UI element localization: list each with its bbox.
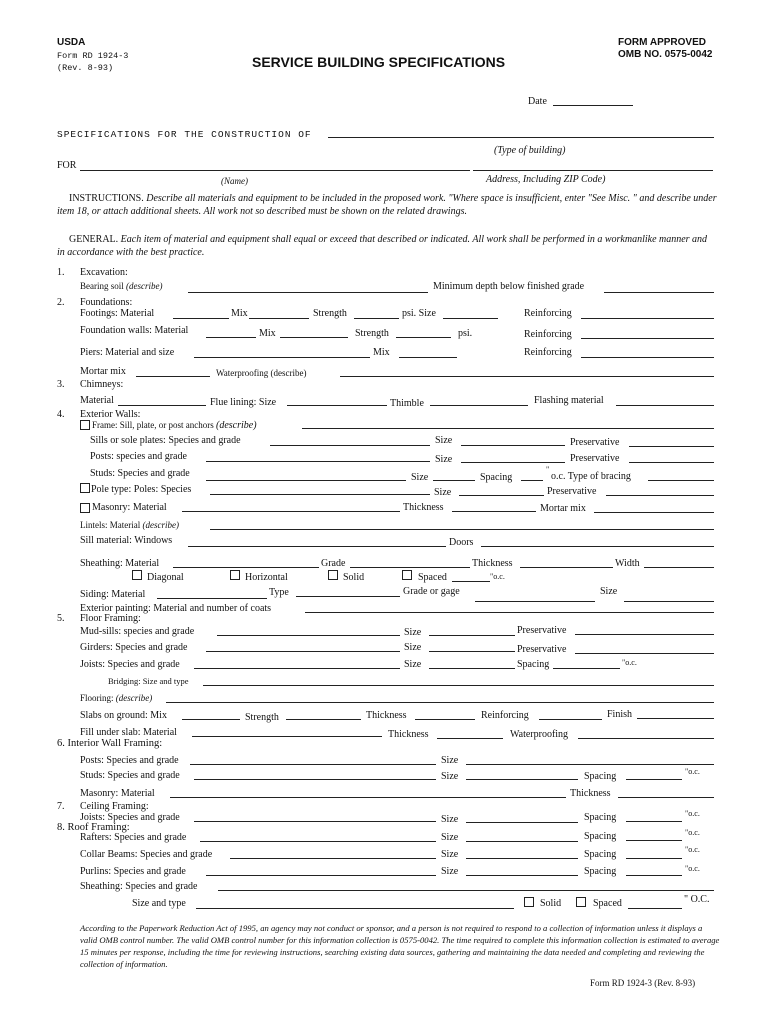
int-masonry-field[interactable] bbox=[170, 797, 566, 798]
rafters-spacing-label: Spacing bbox=[584, 831, 617, 842]
piers-material-field[interactable] bbox=[194, 357, 370, 358]
rafters-size-field[interactable] bbox=[466, 841, 578, 842]
siding-label: Siding: Material bbox=[80, 589, 146, 600]
mudsills-preservative-field[interactable] bbox=[575, 634, 714, 635]
mudsills-preservative-label: Preservative bbox=[517, 625, 567, 636]
slabs-finish-field[interactable] bbox=[637, 718, 714, 719]
siding-type-label: Type bbox=[269, 587, 289, 598]
sheathing-width-field[interactable] bbox=[644, 567, 714, 568]
fill-field[interactable] bbox=[192, 736, 382, 737]
flue-lining-label: Flue lining: Size bbox=[210, 397, 277, 408]
specs-for-label: SPECIFICATIONS FOR THE CONSTRUCTION OF bbox=[57, 129, 312, 140]
slabs-thickness-field[interactable] bbox=[415, 719, 475, 720]
sheathing-thickness-field[interactable] bbox=[520, 567, 613, 568]
int-posts-label: Posts: Species and grade bbox=[80, 755, 179, 766]
spaced-checkbox[interactable] bbox=[402, 570, 412, 580]
collar-size-field[interactable] bbox=[466, 858, 578, 859]
int-masonry-label: Masonry: Material bbox=[80, 788, 155, 799]
roof-spaced-checkbox[interactable] bbox=[576, 897, 586, 907]
section-5-number: 5. bbox=[57, 613, 65, 624]
purlins-field[interactable] bbox=[206, 875, 436, 876]
frame-anchors-field[interactable] bbox=[302, 428, 714, 429]
walls-reinforcing-field[interactable] bbox=[581, 338, 714, 339]
flooring-field[interactable] bbox=[166, 702, 714, 703]
studs-spacing-label: Spacing bbox=[480, 472, 513, 483]
roof-spaced-field[interactable] bbox=[628, 908, 682, 909]
waterproofing-field[interactable] bbox=[340, 376, 714, 377]
footings-mix-field[interactable] bbox=[249, 318, 309, 319]
int-masonry-thickness-field[interactable] bbox=[618, 797, 714, 798]
roof-solid-label: Solid bbox=[540, 898, 562, 909]
spaced-field[interactable] bbox=[452, 581, 490, 582]
ext-painting-field[interactable] bbox=[305, 612, 714, 613]
piers-reinforcing-field[interactable] bbox=[581, 357, 714, 358]
sheathing-width-label: Width bbox=[615, 558, 640, 569]
diagonal-label: Diagonal bbox=[147, 572, 184, 583]
ceiling-joists-field[interactable] bbox=[194, 821, 436, 822]
ceiling-joists-spacing-label: Spacing bbox=[584, 812, 617, 823]
horizontal-label: Horizontal bbox=[245, 572, 288, 583]
exterior-walls-heading: Exterior Walls: bbox=[80, 409, 141, 420]
studs-bracing-label: o.c. Type of bracing bbox=[551, 471, 631, 482]
ceiling-joists-size-label: Size bbox=[441, 814, 459, 825]
doors-label: Doors bbox=[449, 537, 474, 548]
flashing-field[interactable] bbox=[616, 405, 714, 406]
fill-label: Fill under slab: Material bbox=[80, 727, 177, 738]
footings-psi-size-label: psi. Size bbox=[402, 308, 436, 319]
siding-size-label: Size bbox=[600, 586, 618, 597]
sills-species-field[interactable] bbox=[270, 445, 430, 446]
roof-sheathing-label: Sheathing: Species and grade bbox=[80, 881, 198, 892]
studs-species-field[interactable] bbox=[206, 480, 406, 481]
footings-material-field[interactable] bbox=[173, 318, 229, 319]
solid-checkbox[interactable] bbox=[328, 570, 338, 580]
form-reference: Form RD 1924-3 (Rev. 8-93) bbox=[590, 978, 696, 988]
fill-thickness-label: Thickness bbox=[388, 729, 429, 740]
sill-material-label: Sill material: Windows bbox=[80, 535, 173, 546]
fill-thickness-field[interactable] bbox=[437, 738, 503, 739]
girders-preservative-field[interactable] bbox=[575, 653, 714, 654]
section-3-number: 3. bbox=[57, 379, 65, 390]
posts-size-field[interactable] bbox=[461, 462, 565, 463]
pole-species-field[interactable] bbox=[210, 494, 430, 495]
int-posts-size-label: Size bbox=[441, 755, 459, 766]
purlins-spacing-label: Spacing bbox=[584, 866, 617, 877]
pole-preservative-label: Preservative bbox=[547, 486, 597, 497]
sills-size-field[interactable] bbox=[461, 445, 565, 446]
sills-preservative-field[interactable] bbox=[629, 446, 714, 447]
girders-label: Girders: Species and grade bbox=[80, 642, 188, 653]
pole-preservative-field[interactable] bbox=[606, 495, 714, 496]
int-posts-field[interactable] bbox=[190, 764, 436, 765]
int-studs-size-field[interactable] bbox=[466, 779, 578, 780]
collar-size-label: Size bbox=[441, 849, 459, 860]
roof-sheathing-field[interactable] bbox=[218, 890, 714, 891]
footings-label: Footings: Material bbox=[80, 308, 155, 319]
studs-bracing-field[interactable] bbox=[648, 480, 714, 481]
footings-strength-label: Strength bbox=[313, 308, 347, 319]
size-type-field[interactable] bbox=[196, 908, 514, 909]
sheathing-thickness-label: Thickness bbox=[472, 558, 513, 569]
int-masonry-thickness-label: Thickness bbox=[570, 788, 611, 799]
walls-strength-field[interactable] bbox=[396, 337, 451, 338]
walls-psi-label: psi. bbox=[458, 328, 473, 339]
horizontal-checkbox[interactable] bbox=[230, 570, 240, 580]
ceiling-framing-heading: Ceiling Framing: bbox=[80, 801, 149, 812]
piers-label: Piers: Material and size bbox=[80, 347, 175, 358]
mudsills-field[interactable] bbox=[217, 635, 400, 636]
studs-size-field[interactable] bbox=[433, 480, 475, 481]
posts-preservative-field[interactable] bbox=[629, 462, 714, 463]
section-2-number: 2. bbox=[57, 297, 65, 308]
slabs-label: Slabs on ground: Mix bbox=[80, 710, 167, 721]
collar-oc-label: "o.c. bbox=[685, 845, 700, 854]
pole-type-checkbox[interactable] bbox=[80, 483, 90, 493]
purlins-oc-label: "o.c. bbox=[685, 864, 700, 873]
purlins-label: Purlins: Species and grade bbox=[80, 866, 186, 877]
ext-painting-label: Exterior painting: Material and number of coats bbox=[80, 603, 272, 614]
siding-type-field[interactable] bbox=[296, 596, 400, 597]
form-number: Form RD 1924-3 bbox=[57, 51, 129, 61]
slabs-reinforcing-field[interactable] bbox=[539, 719, 602, 720]
int-posts-size-field[interactable] bbox=[466, 764, 714, 765]
siding-grade-label: Grade or gage bbox=[403, 586, 460, 597]
lintels-field[interactable] bbox=[210, 529, 714, 530]
lintels-label: Lintels: Material (describe) bbox=[80, 520, 179, 530]
chimneys-heading: Chimneys: bbox=[80, 379, 124, 390]
flashing-label: Flashing material bbox=[534, 395, 604, 406]
frame-anchors-label: Frame: Sill, plate, or post anchors (describe) bbox=[92, 420, 257, 431]
posts-size-label: Size bbox=[435, 454, 453, 465]
int-studs-field[interactable] bbox=[194, 779, 436, 780]
purlins-size-label: Size bbox=[441, 866, 459, 877]
sheathing-material-field[interactable] bbox=[173, 567, 319, 568]
address-caption: Address, Including ZIP Code) bbox=[486, 174, 606, 185]
date-field[interactable] bbox=[553, 105, 633, 106]
sills-label: Sills or sole plates: Species and grade bbox=[90, 435, 241, 446]
thimble-label: Thimble bbox=[390, 398, 424, 409]
mudsills-size-field[interactable] bbox=[429, 635, 515, 636]
footings-reinforcing-label: Reinforcing bbox=[524, 308, 572, 319]
posts-preservative-label: Preservative bbox=[570, 453, 620, 464]
walls-reinforcing-label: Reinforcing bbox=[524, 329, 572, 340]
rafters-spacing-field[interactable] bbox=[626, 840, 682, 841]
slabs-strength-label: Strength bbox=[245, 712, 279, 723]
joists-label: Joists: Species and grade bbox=[80, 659, 180, 670]
name-caption: (Name) bbox=[221, 176, 248, 186]
chimney-material-field[interactable] bbox=[118, 405, 206, 406]
joists-size-label: Size bbox=[404, 659, 422, 670]
footings-size-field[interactable] bbox=[443, 318, 498, 319]
form-approved-label: FORM APPROVED bbox=[618, 37, 706, 48]
size-type-label: Size and type bbox=[132, 898, 186, 909]
solid-label: Solid bbox=[343, 572, 365, 583]
studs-inch-mark: " bbox=[546, 465, 550, 474]
slabs-reinforcing-label: Reinforcing bbox=[481, 710, 529, 721]
fill-waterproofing-field[interactable] bbox=[578, 738, 714, 739]
walls-material-field[interactable] bbox=[206, 337, 256, 338]
sheathing-grade-field[interactable] bbox=[350, 567, 470, 568]
studs-size-label: Size bbox=[411, 472, 429, 483]
agency-label: USDA bbox=[57, 37, 86, 48]
spaced-oc-label: "o.c. bbox=[490, 572, 505, 581]
chimney-material-label: Material bbox=[80, 395, 114, 406]
flue-lining-field[interactable] bbox=[287, 405, 387, 406]
roof-solid-checkbox[interactable] bbox=[524, 897, 534, 907]
int-studs-spacing-label: Spacing bbox=[584, 771, 617, 782]
purlins-spacing-field[interactable] bbox=[626, 875, 682, 876]
slabs-mix-field[interactable] bbox=[182, 719, 240, 720]
windows-field[interactable] bbox=[188, 546, 446, 547]
rafters-label: Rafters: Species and grade bbox=[80, 832, 187, 843]
ceiling-joists-spacing-field[interactable] bbox=[626, 821, 682, 822]
instructions-paragraph: INSTRUCTIONS. Describe all materials and equipment to be included in the proposed work. "Where space is insufficient, enter "See Misc. " and describe under item 18, or attach additional sheets. All work not so described must be shown on the related drawings. bbox=[57, 193, 717, 217]
joists-oc-label: "o.c. bbox=[622, 658, 637, 667]
address-field[interactable] bbox=[473, 170, 713, 171]
section-7-number: 7. bbox=[57, 801, 65, 812]
floor-framing-heading: Floor Framing: bbox=[80, 613, 141, 624]
interior-wall-heading: 6. Interior Wall Framing: bbox=[57, 738, 163, 749]
sheathing-label: Sheathing: Material bbox=[80, 558, 160, 569]
mudsills-label: Mud-sills: species and grade bbox=[80, 626, 195, 637]
page-title: SERVICE BUILDING SPECIFICATIONS bbox=[252, 54, 506, 70]
walls-mix-field[interactable] bbox=[280, 337, 348, 338]
siding-material-field[interactable] bbox=[157, 598, 267, 599]
mortar-mix-ext-label: Mortar mix bbox=[540, 503, 586, 514]
foundation-walls-label: Foundation walls: Material bbox=[80, 325, 189, 336]
joists-field[interactable] bbox=[194, 668, 400, 669]
rafters-size-label: Size bbox=[441, 832, 459, 843]
general-paragraph: GENERAL. Each item of material and equipment shall equal or exceed that described or indicated. All work shall be performed in a workmanlike manner and in accordance with the best practice. bbox=[57, 234, 708, 258]
date-label: Date bbox=[528, 96, 547, 107]
thimble-field[interactable] bbox=[430, 405, 528, 406]
section-4-number: 4. bbox=[57, 409, 65, 420]
girders-preservative-label: Preservative bbox=[517, 644, 567, 655]
posts-species-field[interactable] bbox=[206, 461, 430, 462]
piers-reinforcing-label: Reinforcing bbox=[524, 347, 572, 358]
masonry-label: Masonry: Material bbox=[92, 502, 167, 513]
footings-mix-label: Mix bbox=[231, 308, 248, 319]
footings-reinforcing-field[interactable] bbox=[581, 318, 714, 319]
masonry-material-field[interactable] bbox=[182, 511, 400, 512]
piers-mix-label: Mix bbox=[373, 347, 390, 358]
int-studs-label: Studs: Species and grade bbox=[80, 770, 180, 781]
posts-label: Posts: species and grade bbox=[90, 451, 187, 462]
mortar-mix-label: Mortar mix bbox=[80, 366, 126, 377]
studs-spacing-field[interactable] bbox=[521, 480, 543, 481]
masonry-thickness-field[interactable] bbox=[452, 511, 536, 512]
diagonal-checkbox[interactable] bbox=[132, 570, 142, 580]
bridging-field[interactable] bbox=[203, 685, 714, 686]
piers-mix-field[interactable] bbox=[399, 357, 457, 358]
bearing-soil-label: Bearing soil (describe) bbox=[80, 281, 163, 291]
siding-size-field[interactable] bbox=[624, 601, 714, 602]
collar-label: Collar Beams: Species and grade bbox=[80, 849, 213, 860]
building-type-caption: (Type of building) bbox=[494, 145, 566, 156]
joists-spacing-label: Spacing bbox=[517, 659, 550, 670]
ceiling-joists-size-field[interactable] bbox=[466, 822, 578, 823]
frame-checkbox[interactable] bbox=[80, 420, 90, 430]
masonry-thickness-label: Thickness bbox=[403, 502, 444, 513]
rafters-field[interactable] bbox=[200, 841, 436, 842]
mudsills-size-label: Size bbox=[404, 627, 422, 638]
sills-size-label: Size bbox=[435, 435, 453, 446]
siding-grade-field[interactable] bbox=[475, 601, 595, 602]
collar-spacing-label: Spacing bbox=[584, 849, 617, 860]
sheathing-grade-label: Grade bbox=[321, 558, 346, 569]
form-revision: (Rev. 8-93) bbox=[57, 63, 114, 73]
walls-strength-label: Strength bbox=[355, 328, 389, 339]
waterproofing-label: Waterproofing (describe) bbox=[216, 368, 307, 378]
sills-preservative-label: Preservative bbox=[570, 437, 620, 448]
int-studs-size-label: Size bbox=[441, 771, 459, 782]
roof-framing-heading: 8. Roof Framing: bbox=[57, 822, 130, 833]
spaced-label: Spaced bbox=[418, 572, 447, 583]
section-1-number: 1. bbox=[57, 267, 65, 278]
girders-size-label: Size bbox=[404, 642, 422, 653]
mortar-mix-field[interactable] bbox=[136, 376, 210, 377]
bridging-label: Bridging: Size and type bbox=[108, 676, 189, 686]
doors-field[interactable] bbox=[481, 546, 714, 547]
roof-spaced-label: Spaced bbox=[593, 898, 622, 909]
slabs-strength-field[interactable] bbox=[286, 719, 361, 720]
pole-size-label: Size bbox=[434, 487, 452, 498]
ceiling-joists-oc-label: "o.c. bbox=[685, 809, 700, 818]
for-label: FOR bbox=[57, 160, 77, 171]
flooring-label: Flooring: (describe) bbox=[80, 693, 153, 703]
collar-spacing-field[interactable] bbox=[626, 858, 682, 859]
paperwork-notice: According to the Paperwork Reduction Act of 1995, an agency may not conduct or sponsor, and a person is not required to respond to a collection of information unless it displays a valid OMB control number. The valid OMB control number for this information collection is 0575-0042. The time required to complete this information collection is estimated to average 15 minutes per response, including the time for reviewing instructions, searching existing data sources, gathering and maintaining the data needed and completing and reviewing the collection of information. bbox=[80, 923, 720, 969]
studs-label: Studs: Species and grade bbox=[90, 468, 190, 479]
int-studs-spacing-field[interactable] bbox=[626, 779, 682, 780]
min-depth-field[interactable] bbox=[604, 292, 714, 293]
roof-oc-label: " O.C. bbox=[684, 894, 710, 905]
name-field[interactable] bbox=[80, 170, 470, 171]
fill-waterproofing-label: Waterproofing bbox=[510, 729, 569, 740]
pole-type-label: Pole type: Poles: Species bbox=[91, 484, 192, 495]
girders-size-field[interactable] bbox=[429, 651, 515, 652]
slabs-thickness-label: Thickness bbox=[366, 710, 407, 721]
footings-strength-field[interactable] bbox=[354, 318, 399, 319]
ceiling-joists-label: Joists: Species and grade bbox=[80, 812, 180, 823]
omb-number: OMB NO. 0575-0042 bbox=[618, 49, 713, 60]
mortar-mix-ext-field[interactable] bbox=[594, 512, 714, 513]
joists-size-field[interactable] bbox=[429, 668, 515, 669]
min-depth-label: Minimum depth below finished grade bbox=[433, 281, 585, 292]
walls-mix-label: Mix bbox=[259, 328, 276, 339]
collar-field[interactable] bbox=[230, 858, 436, 859]
slabs-finish-label: Finish bbox=[607, 709, 633, 720]
building-type-field[interactable] bbox=[328, 137, 714, 138]
rafters-oc-label: "o.c. bbox=[685, 828, 700, 837]
excavation-heading: Excavation: bbox=[80, 267, 128, 278]
foundations-heading: Foundations: bbox=[80, 297, 133, 308]
pole-size-field[interactable] bbox=[459, 495, 544, 496]
girders-field[interactable] bbox=[206, 651, 400, 652]
int-studs-oc-label: "o.c. bbox=[685, 767, 700, 776]
joists-spacing-field[interactable] bbox=[553, 668, 620, 669]
purlins-size-field[interactable] bbox=[466, 875, 578, 876]
bearing-soil-field[interactable] bbox=[188, 292, 428, 293]
masonry-checkbox[interactable] bbox=[80, 503, 90, 513]
